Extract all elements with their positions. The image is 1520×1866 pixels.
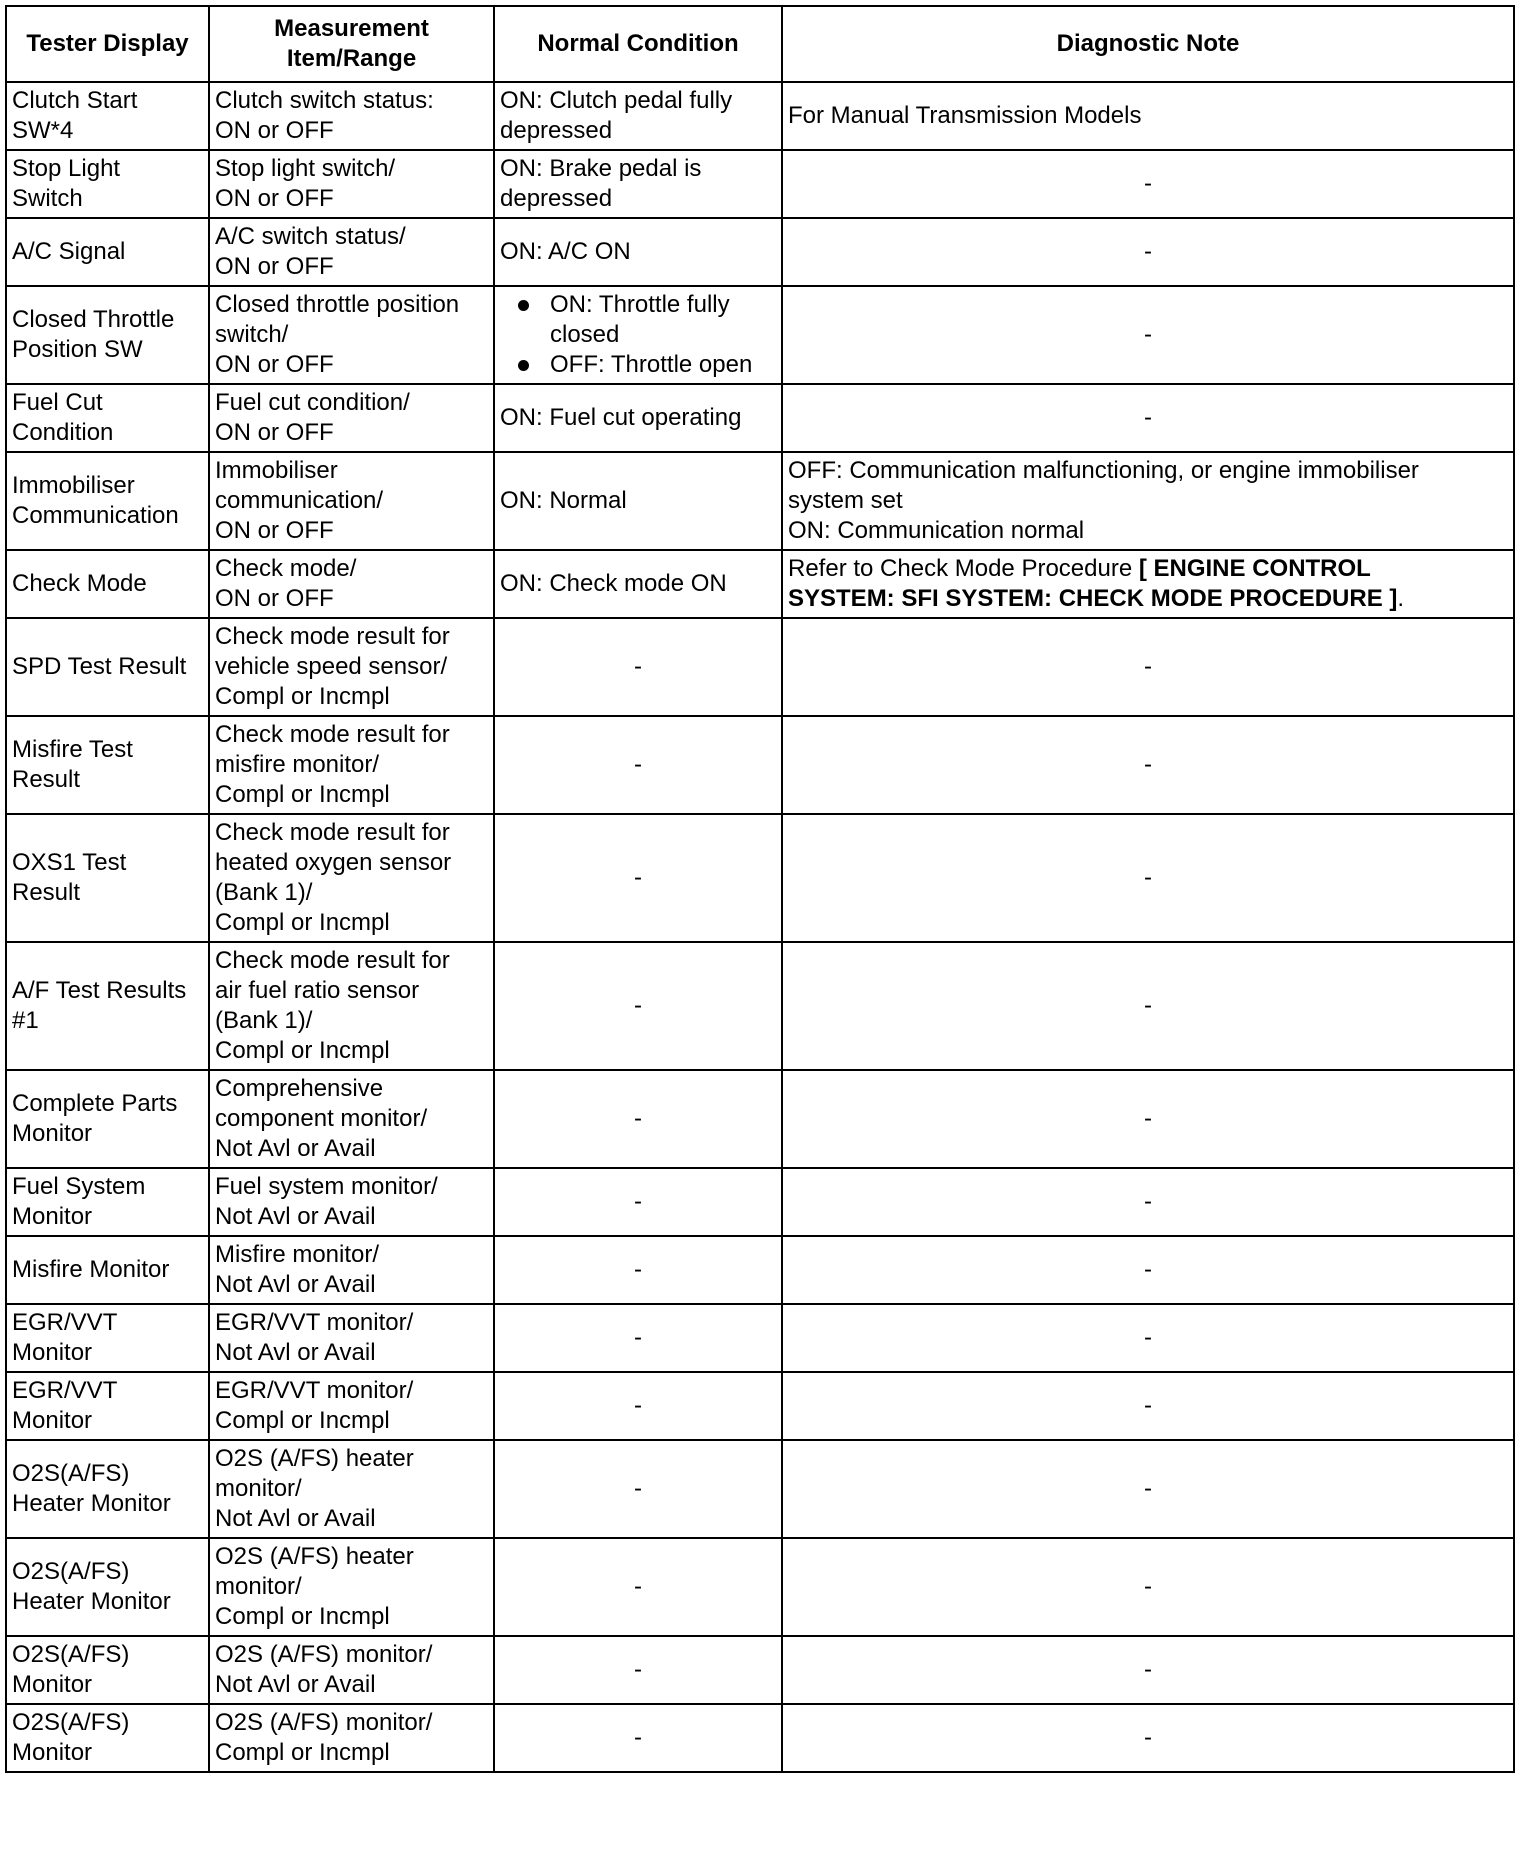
tester-display-cell-line: O2S(A/FS) [12, 1460, 130, 1487]
normal-condition-cell [494, 1704, 782, 1772]
tester-display-cell-line: Position SW [12, 336, 143, 363]
measurement-item-cell [209, 1168, 494, 1236]
tester-display-cell [6, 452, 209, 550]
measurement-item-cell [209, 942, 494, 1070]
diagnostic-note-cell [782, 286, 1514, 384]
normal-condition-cell [494, 1236, 782, 1304]
tester-display-cell-line: Fuel Cut [12, 389, 103, 416]
diagnostic-note-cell [782, 1704, 1514, 1772]
measurement-item-cell-line: (Bank 1)/ [215, 879, 313, 906]
diagnostic-note-cell [782, 1236, 1514, 1304]
diagnostic-note-cell [782, 1372, 1514, 1440]
tester-display-cell [6, 1070, 209, 1168]
tester-display-cell-line: Fuel System [12, 1173, 146, 1200]
normal-condition-cell-line: - [634, 992, 642, 1019]
measurement-item-cell-line: EGR/VVT monitor/ [215, 1309, 414, 1336]
table-row [6, 716, 1514, 814]
tester-display-cell [6, 1372, 209, 1440]
measurement-item-cell [209, 218, 494, 286]
tester-display-cell-line: Monitor [12, 1407, 93, 1434]
table-row [6, 286, 1514, 384]
normal-condition-cell [494, 1440, 782, 1538]
measurement-item-cell-line: ON or OFF [215, 117, 334, 144]
tester-display-cell-line: A/F Test Results [12, 977, 187, 1004]
table-row [6, 1440, 1514, 1538]
normal-condition-cell-line: depressed [500, 117, 613, 144]
tester-display-cell [6, 1636, 209, 1704]
measurement-item-cell [209, 814, 494, 942]
normal-condition-cell-line: ON: Clutch pedal fully [500, 87, 733, 114]
normal-condition-cell [494, 384, 782, 452]
header-normal-condition [494, 6, 782, 82]
diagnostic-note-cell [782, 1538, 1514, 1636]
diagnostic-note-cell-line: - [1144, 1656, 1152, 1683]
diagnostic-note-cell-line: - [1144, 404, 1152, 431]
diagnostic-note-cell [782, 1168, 1514, 1236]
normal-condition-cell-line: - [634, 1724, 642, 1751]
normal-condition-cell-line: ON: A/C ON [500, 238, 631, 265]
tester-display-cell [6, 716, 209, 814]
tester-display-cell-line: SW*4 [12, 117, 74, 144]
diagnostic-note-cell-line: - [1144, 321, 1152, 348]
table-row [6, 550, 1514, 618]
diagnostic-note-cell [782, 82, 1514, 150]
measurement-item-cell-line: Check mode result for [215, 721, 450, 748]
measurement-item-cell [209, 286, 494, 384]
normal-condition-cell-line: ON: Fuel cut operating [500, 404, 742, 431]
normal-condition-cell-line: - [634, 1475, 642, 1502]
table-header-row [6, 6, 1514, 82]
measurement-item-cell-line: monitor/ [215, 1475, 302, 1502]
bullet-item-line: OFF: Throttle open [550, 351, 753, 378]
diagnostic-data-sheet [5, 5, 1513, 1773]
diagnostic-note-cell-line: ON: Communication normal [788, 517, 1085, 544]
tester-display-cell [6, 1168, 209, 1236]
measurement-item-cell [209, 1070, 494, 1168]
measurement-item-cell-line: Not Avl or Avail [215, 1135, 376, 1162]
header-measurement-line1: Measurement [274, 15, 429, 42]
measurement-item-cell-line: EGR/VVT monitor/ [215, 1377, 414, 1404]
measurement-item-cell-line: Not Avl or Avail [215, 1671, 376, 1698]
measurement-item-cell-line: Compl or Incmpl [215, 1739, 390, 1766]
diagnostic-note-cell-line: system set [788, 487, 903, 514]
measurement-item-cell [209, 1236, 494, 1304]
table-row [6, 618, 1514, 716]
measurement-item-cell-line: Compl or Incmpl [215, 909, 390, 936]
tester-display-cell-line: EGR/VVT [12, 1309, 118, 1336]
measurement-item-cell-line: Check mode result for [215, 947, 450, 974]
header-tester-display-label: Tester Display [26, 30, 189, 57]
table-row [6, 1070, 1514, 1168]
tester-display-cell-line: Result [12, 879, 81, 906]
tester-display-cell-line: Switch [12, 185, 83, 212]
tester-display-cell-line: Check Mode [12, 570, 147, 597]
table-row [6, 150, 1514, 218]
diagnostic-note-cell [782, 1304, 1514, 1372]
tester-display-cell-line: Complete Parts [12, 1090, 178, 1117]
measurement-item-cell [209, 550, 494, 618]
measurement-item-cell [209, 1636, 494, 1704]
measurement-item-cell [209, 150, 494, 218]
diagnostic-note-cell-line: - [1144, 1324, 1152, 1351]
diagnostic-note-cell [782, 618, 1514, 716]
diagnostic-note-cell-line: For Manual Transmission Models [788, 102, 1142, 129]
measurement-item-cell [209, 1538, 494, 1636]
bullet-item [500, 290, 776, 350]
tester-display-cell [6, 286, 209, 384]
tester-display-cell [6, 618, 209, 716]
tester-display-cell-line: Heater Monitor [12, 1490, 171, 1517]
tester-display-cell-line: Stop Light [12, 155, 121, 182]
diagnostic-note-cell-line: - [1144, 1724, 1152, 1751]
measurement-item-cell-line: vehicle speed sensor/ [215, 653, 448, 680]
measurement-item-cell-line: Check mode result for [215, 623, 450, 650]
tester-display-cell [6, 82, 209, 150]
tester-display-cell-line: O2S(A/FS) [12, 1709, 130, 1736]
normal-condition-cell-line: - [634, 1392, 642, 1419]
normal-condition-cell [494, 1070, 782, 1168]
diagnostic-note-cell-line: - [1144, 1105, 1152, 1132]
measurement-item-cell-line: O2S (A/FS) heater [215, 1445, 414, 1472]
measurement-item-cell-line: air fuel ratio sensor [215, 977, 420, 1004]
diagnostic-note-cell [782, 1070, 1514, 1168]
measurement-item-cell [209, 716, 494, 814]
measurement-item-cell-line: Compl or Incmpl [215, 1037, 390, 1064]
header-tester-display [6, 6, 209, 82]
diagnostic-note-line [788, 554, 1508, 584]
reference-trailing-text: . [1397, 585, 1405, 612]
measurement-item-cell-line: Not Avl or Avail [215, 1339, 376, 1366]
normal-condition-cell-line: - [634, 864, 642, 891]
diagnostic-note-cell-line: - [1144, 170, 1152, 197]
tester-display-cell-line: Misfire Monitor [12, 1256, 170, 1283]
measurement-item-cell [209, 1704, 494, 1772]
tester-display-cell [6, 550, 209, 618]
normal-condition-cell-line: - [634, 1105, 642, 1132]
measurement-item-cell [209, 1372, 494, 1440]
measurement-item-cell-line: Not Avl or Avail [215, 1505, 376, 1532]
normal-condition-cell-line: - [634, 653, 642, 680]
measurement-item-cell-line: (Bank 1)/ [215, 1007, 313, 1034]
tester-display-cell-line: Immobiliser [12, 472, 135, 499]
measurement-item-cell-line: Stop light switch/ [215, 155, 396, 182]
table-row [6, 1636, 1514, 1704]
measurement-item-cell-line: communication/ [215, 487, 384, 514]
diagnostic-note-cell [782, 716, 1514, 814]
tester-display-cell-line: Misfire Test [12, 736, 133, 763]
measurement-item-cell-line: ON or OFF [215, 517, 334, 544]
tester-display-cell-line: O2S(A/FS) [12, 1641, 130, 1668]
measurement-item-cell-line: Compl or Incmpl [215, 1603, 390, 1630]
diagnostic-note-cell [782, 1440, 1514, 1538]
diagnostic-note-cell-line: OFF: Communication malfunctioning, or engine immobiliser [788, 457, 1419, 484]
table-row [6, 1538, 1514, 1636]
diagnostic-note-cell [782, 942, 1514, 1070]
header-normal-condition-label: Normal Condition [537, 30, 739, 57]
tester-display-cell [6, 1538, 209, 1636]
table-row [6, 1704, 1514, 1772]
tester-display-cell-line: Monitor [12, 1339, 93, 1366]
measurement-item-cell-line: Fuel system monitor/ [215, 1173, 438, 1200]
table-row [6, 942, 1514, 1070]
tester-display-cell [6, 218, 209, 286]
tester-display-cell-line: Closed Throttle [12, 306, 175, 333]
tester-display-cell-line: Monitor [12, 1203, 93, 1230]
measurement-item-cell-line: Fuel cut condition/ [215, 389, 410, 416]
table-row [6, 452, 1514, 550]
measurement-item-cell-line: switch/ [215, 321, 289, 348]
measurement-item-cell-line: Check mode/ [215, 555, 357, 582]
normal-condition-cell-line: - [634, 1573, 642, 1600]
header-measurement-line2: Item/Range [286, 45, 417, 72]
tester-display-cell [6, 942, 209, 1070]
normal-condition-cell [494, 218, 782, 286]
measurement-item-cell-line: O2S (A/FS) monitor/ [215, 1709, 433, 1736]
diagnostic-note-cell [782, 452, 1514, 550]
diagnostic-note-cell-line: - [1144, 653, 1152, 680]
table-row [6, 1372, 1514, 1440]
normal-condition-cell-line: ON: Check mode ON [500, 570, 727, 597]
normal-condition-cell [494, 1304, 782, 1372]
measurement-item-cell-line: ON or OFF [215, 419, 334, 446]
table-row [6, 218, 1514, 286]
diagnostic-note-cell-line: - [1144, 751, 1152, 778]
normal-condition-cell [494, 814, 782, 942]
bullet-item-line: closed [550, 321, 620, 348]
table-row [6, 814, 1514, 942]
tester-display-cell-line: Heater Monitor [12, 1588, 171, 1615]
tester-display-cell [6, 150, 209, 218]
diagnostic-note-cell [782, 150, 1514, 218]
measurement-item-cell-line: Compl or Incmpl [215, 683, 390, 710]
measurement-item-cell-line: O2S (A/FS) heater [215, 1543, 414, 1570]
diagnostic-note-cell-line: - [1144, 1573, 1152, 1600]
measurement-item-cell-line: Not Avl or Avail [215, 1271, 376, 1298]
measurement-item-cell-line: misfire monitor/ [215, 751, 380, 778]
header-diagnostic-note [782, 6, 1514, 82]
tester-display-cell-line: Monitor [12, 1671, 93, 1698]
table-row [6, 1168, 1514, 1236]
diagnostic-note-cell-line: - [1144, 864, 1152, 891]
normal-condition-cell [494, 1636, 782, 1704]
measurement-item-cell-line: component monitor/ [215, 1105, 428, 1132]
normal-condition-cell-line: - [634, 1656, 642, 1683]
diagnostic-note-cell-line: - [1144, 1475, 1152, 1502]
measurement-item-cell-line: A/C switch status/ [215, 223, 406, 250]
normal-condition-cell-line: - [634, 1188, 642, 1215]
measurement-item-cell-line: heated oxygen sensor [215, 849, 452, 876]
tester-display-cell-line: Monitor [12, 1120, 93, 1147]
normal-condition-cell [494, 1168, 782, 1236]
tester-display-cell-line: OXS1 Test [12, 849, 127, 876]
reference-link-text: [ ENGINE CONTROL [1138, 555, 1371, 582]
measurement-item-cell [209, 82, 494, 150]
measurement-item-cell [209, 618, 494, 716]
tester-display-cell-line: A/C Signal [12, 238, 126, 265]
measurement-item-cell-line: Not Avl or Avail [215, 1203, 376, 1230]
normal-condition-bullet-list [500, 290, 776, 380]
table-row [6, 384, 1514, 452]
measurement-item-cell-line: ON or OFF [215, 253, 334, 280]
diagnostic-note-cell [782, 550, 1514, 618]
normal-condition-cell [494, 286, 782, 384]
normal-condition-cell [494, 1372, 782, 1440]
normal-condition-cell-line: ON: Brake pedal is [500, 155, 702, 182]
tester-display-cell [6, 814, 209, 942]
diagnostic-note-cell [782, 814, 1514, 942]
measurement-item-cell [209, 384, 494, 452]
diagnostic-note-cell [782, 384, 1514, 452]
diagnostic-note-cell [782, 1636, 1514, 1704]
tester-display-cell-line: SPD Test Result [12, 653, 187, 680]
measurement-item-cell-line: monitor/ [215, 1573, 302, 1600]
measurement-item-cell [209, 452, 494, 550]
normal-condition-cell [494, 150, 782, 218]
bullet-item [500, 350, 776, 380]
normal-condition-cell [494, 82, 782, 150]
diagnostic-note-cell-line: - [1144, 1392, 1152, 1419]
reference-link-text: SYSTEM: SFI SYSTEM: CHECK MODE PROCEDURE ] [788, 585, 1398, 612]
tester-display-cell [6, 1440, 209, 1538]
measurement-item-cell-line: ON or OFF [215, 185, 334, 212]
tester-display-cell [6, 1236, 209, 1304]
tester-display-cell-line: O2S(A/FS) [12, 1558, 130, 1585]
tester-display-cell-line: Communication [12, 502, 179, 529]
normal-condition-cell [494, 452, 782, 550]
diagnostic-note-cell-line: - [1144, 1256, 1152, 1283]
normal-condition-cell [494, 716, 782, 814]
header-diagnostic-note-label: Diagnostic Note [1056, 30, 1240, 57]
tester-display-cell-line: Condition [12, 419, 114, 446]
diagnostic-note-cell-line: - [1144, 992, 1152, 1019]
tester-display-cell [6, 1304, 209, 1372]
normal-condition-cell [494, 942, 782, 1070]
diagnostic-note-line [788, 584, 1508, 614]
measurement-item-cell-line: Compl or Incmpl [215, 781, 390, 808]
tester-display-cell-line: Clutch Start [12, 87, 138, 114]
tester-display-cell-line: Monitor [12, 1739, 93, 1766]
normal-condition-cell-line: ON: Normal [500, 487, 627, 514]
measurement-item-cell-line: Clutch switch status: [215, 87, 434, 114]
measurement-item-cell-line: ON or OFF [215, 351, 334, 378]
measurement-item-cell-line: Misfire monitor/ [215, 1241, 380, 1268]
normal-condition-cell-line: - [634, 1256, 642, 1283]
measurement-item-cell-line: ON or OFF [215, 585, 334, 612]
normal-condition-cell-line: depressed [500, 185, 613, 212]
measurement-item-cell-line: Compl or Incmpl [215, 1407, 390, 1434]
measurement-item-cell-line: Comprehensive [215, 1075, 384, 1102]
normal-condition-cell-line: - [634, 751, 642, 778]
diagnostic-note-cell-line: - [1144, 238, 1152, 265]
table-row [6, 1236, 1514, 1304]
data-list-table [5, 5, 1515, 1773]
measurement-item-cell-line: Immobiliser [215, 457, 338, 484]
measurement-item-cell-line: Check mode result for [215, 819, 450, 846]
measurement-item-cell-line: O2S (A/FS) monitor/ [215, 1641, 433, 1668]
measurement-item-cell [209, 1304, 494, 1372]
table-row [6, 82, 1514, 150]
normal-condition-cell [494, 550, 782, 618]
reference-lead-text: Refer to Check Mode Procedure [788, 555, 1139, 582]
tester-display-cell-line: #1 [12, 1007, 39, 1034]
measurement-item-cell [209, 1440, 494, 1538]
diagnostic-note-cell-line: - [1144, 1188, 1152, 1215]
header-measurement-item [209, 6, 494, 82]
bullet-item-line: ON: Throttle fully [550, 291, 730, 318]
table-row [6, 1304, 1514, 1372]
normal-condition-cell-line: - [634, 1324, 642, 1351]
measurement-item-cell-line: Closed throttle position [215, 291, 460, 318]
diagnostic-note-cell [782, 218, 1514, 286]
tester-display-cell [6, 384, 209, 452]
table-body [6, 82, 1514, 1772]
tester-display-cell-line: Result [12, 766, 81, 793]
normal-condition-cell [494, 618, 782, 716]
tester-display-cell-line: EGR/VVT [12, 1377, 118, 1404]
normal-condition-cell [494, 1538, 782, 1636]
tester-display-cell [6, 1704, 209, 1772]
